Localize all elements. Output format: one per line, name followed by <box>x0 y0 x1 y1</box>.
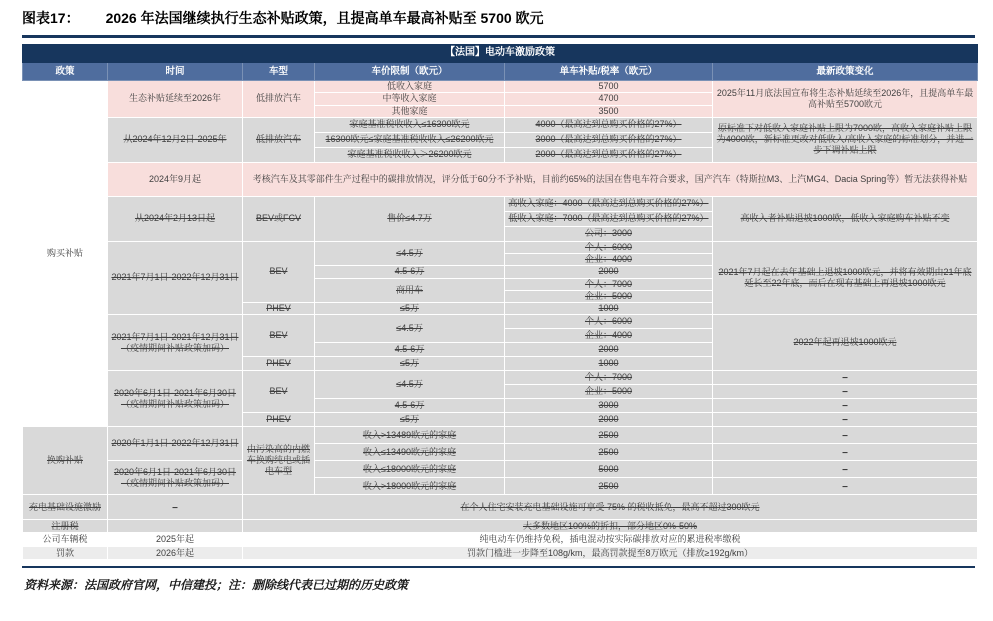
price-cell: ≤5万 <box>315 357 505 371</box>
policy-cell: 罚款 <box>23 547 108 560</box>
subsidy-cell: 2000 <box>505 413 713 427</box>
subsidy-cell: 个人：6000 <box>505 241 713 253</box>
dash-cell: – <box>713 427 978 444</box>
price-cell: 16300欧元≤家庭基准税收收入≤26200欧元 <box>315 132 505 147</box>
model-cell: PHEV <box>243 303 315 315</box>
model-cell: PHEV <box>243 357 315 371</box>
model-cell: BEV <box>243 315 315 357</box>
source-note: 资料来源：法国政府官网，中信建投；注：删除线代表已过期的历史政策 <box>24 578 409 593</box>
model-cell: BEV <box>243 241 315 302</box>
model-cell: BEV或FCV <box>243 196 315 241</box>
subsidy-cell: 2500 <box>505 427 713 444</box>
price-cell: 低收入家庭 <box>315 81 505 93</box>
subsidy-cell: 5000 <box>505 461 713 478</box>
policy-cell: 公司车辆税 <box>23 533 108 547</box>
price-cell: 商用车 <box>315 278 505 303</box>
change-cell: 原标准下对低收入家庭补贴上限为7000欧，高收入家庭补贴上限为4000欧，新标准更改对低收入/高收入家庭的标准划分，并进一步下调补贴上限 <box>713 117 978 162</box>
note-cell: 纯电动车仍维持免税，插电混动按实际碳排放对应的累进税率缴税 <box>243 533 978 547</box>
price-cell: 4.5-6万 <box>315 343 505 357</box>
time-cell: – <box>108 495 243 520</box>
price-cell: 收入>13489欧元的家庭 <box>315 427 505 444</box>
price-cell: 收入≤13490欧元的家庭 <box>315 444 505 461</box>
note-cell: 大多数地区100%的折扣，部分地区0%-50% <box>243 520 978 533</box>
model-cell: PHEV <box>243 413 315 427</box>
subsidy-cell: 2000（最高达到总购买价格的27%） <box>505 147 713 162</box>
time-cell: 2020年6月1日-2021年6月30日（疫情期间补贴政策加码） <box>108 461 243 495</box>
price-cell: ≤5万 <box>315 303 505 315</box>
price-cell: 4.5-6万 <box>315 266 505 278</box>
change-cell: 2025年11月底法国宣布将生态补贴延续至2026年，且提高单车最高补贴至5700欧元 <box>713 81 978 118</box>
subsidy-cell: 2000 <box>505 343 713 357</box>
subsidy-cell: 2500 <box>505 444 713 461</box>
price-cell: 家庭基准税收收入＞26200欧元 <box>315 147 505 162</box>
subsidy-cell: 5700 <box>505 81 713 93</box>
col-header-subsidy: 单车补贴/税率（欧元） <box>505 63 713 81</box>
col-header-time: 时间 <box>108 63 243 81</box>
dash-cell: – <box>713 385 978 399</box>
subsidy-cell: 个人：7000 <box>505 371 713 385</box>
subsidy-cell: 企业：5000 <box>505 290 713 302</box>
dash-cell: – <box>713 399 978 413</box>
subsidy-cell: 4700 <box>505 93 713 105</box>
table-banner: 【法国】电动车激励政策 <box>23 45 978 63</box>
col-header-policy: 政策 <box>23 63 108 81</box>
title-divider <box>22 35 975 38</box>
price-cell: ≤5万 <box>315 413 505 427</box>
time-cell: 2021年7月1日-2021年12月31日（疫情期间补贴政策加码） <box>108 315 243 371</box>
subsidy-cell: 1000 <box>505 303 713 315</box>
change-cell: 2022年起再退坡1000欧元 <box>713 315 978 371</box>
time-cell <box>108 520 243 533</box>
subsidy-cell: 2000 <box>505 266 713 278</box>
price-cell: ≤4.5万 <box>315 371 505 399</box>
dash-cell: – <box>713 444 978 461</box>
time-cell: 2026年起 <box>108 547 243 560</box>
change-cell: 高收入者补贴退坡1000欧，低收入家庭购车补贴不变 <box>713 196 978 241</box>
subsidy-cell: 企业：4000 <box>505 329 713 343</box>
price-cell: 收入>18000欧元的家庭 <box>315 478 505 495</box>
time-cell: 2020年1月1日-2022年12月31日 <box>108 427 243 461</box>
figure-title-row <box>22 8 975 28</box>
note-cell: 在个人住宅安装充电基础设施可享受 75% 的税收抵免，最高不超过300欧元 <box>243 495 978 520</box>
col-header-model: 车型 <box>243 63 315 81</box>
price-cell: ≤4.5万 <box>315 315 505 343</box>
model-cell: 低排放汽车 <box>243 117 315 162</box>
time-cell: 2025年起 <box>108 533 243 547</box>
subsidy-cell: 企业：5000 <box>505 385 713 399</box>
col-header-change: 最新政策变化 <box>713 63 978 81</box>
subsidy-cell: 3000（最高达到总购买价格的27%） <box>505 132 713 147</box>
policy-table <box>22 44 978 560</box>
policy-cell: 换购补贴 <box>23 427 108 495</box>
time-cell: 2020年6月1日-2021年6月30日（疫情期间补贴政策加码） <box>108 371 243 427</box>
dash-cell: – <box>713 461 978 478</box>
time-cell: 从2024年2月13日起 <box>108 196 243 241</box>
price-cell: 家庭基准税收收入≤16300欧元 <box>315 117 505 132</box>
subsidy-cell: 3000 <box>505 399 713 413</box>
subsidy-cell: 2500 <box>505 478 713 495</box>
figure-title: 2026 年法国继续执行生态补贴政策，且提高单车最高补贴至 5700 欧元 <box>105 10 544 26</box>
subsidy-cell: 公司：3000 <box>505 226 713 241</box>
policy-cell: 购买补贴 <box>23 81 108 427</box>
price-cell: 售价≤4.7万 <box>315 196 505 241</box>
price-cell: 其他家庭 <box>315 105 505 117</box>
subsidy-cell: 个人：7000 <box>505 278 713 290</box>
dash-cell: – <box>713 413 978 427</box>
subsidy-cell: 企业：4000 <box>505 254 713 266</box>
time-cell: 生态补贴延续至2026年 <box>108 81 243 118</box>
subsidy-cell: 低收入家庭：7000（最高达到总购买价格的27%） <box>505 211 713 226</box>
time-cell: 2021年7月1日-2022年12月31日 <box>108 241 243 315</box>
price-cell: ≤4.5万 <box>315 241 505 266</box>
subsidy-cell: 4000（最高达到总购买价格的27%） <box>505 117 713 132</box>
note-cell: 考核汽车及其零部件生产过程中的碳排放情况，评分低于60分不予补贴，目前约65%的法国在售电车符合要求，国产汽车（特斯拉M3、上汽MG4、Dacia Spring等）暂无法获得补贴 <box>243 162 978 196</box>
model-cell: BEV <box>243 371 315 413</box>
model-cell: 低排放汽车 <box>243 81 315 118</box>
subsidy-cell: 1000 <box>505 357 713 371</box>
change-cell: 2021年7月起在去年基础上退坡1000欧元，并将有效期由21年底延长至22年底，而后在现有基础上再退坡1000欧元 <box>713 241 978 315</box>
subsidy-cell: 高收入家庭：4000（最高达到总购买价格的27%） <box>505 196 713 211</box>
col-header-price-limit: 车价限制（欧元） <box>315 63 505 81</box>
price-cell: 中等收入家庭 <box>315 93 505 105</box>
time-cell: 2024年9月起 <box>108 162 243 196</box>
time-cell: 从2024年12月2日-2025年 <box>108 117 243 162</box>
policy-cell: 充电基础设施激励 <box>23 495 108 520</box>
dash-cell: – <box>713 371 978 385</box>
table-bottom-divider <box>22 566 975 568</box>
subsidy-cell: 个人：6000 <box>505 315 713 329</box>
price-cell: 4.5-6万 <box>315 399 505 413</box>
figure-label: 图表17： <box>22 10 80 26</box>
price-cell: 收入≤18000欧元的家庭 <box>315 461 505 478</box>
model-cell: 由污染高的内燃车换购纯电或插电车型 <box>243 427 315 495</box>
policy-cell: 注册税 <box>23 520 108 533</box>
dash-cell: – <box>713 478 978 495</box>
note-cell: 罚款门槛进一步降至108g/km，最高罚款提至8万欧元（排放≥192g/km） <box>243 547 978 560</box>
subsidy-cell: 3500 <box>505 105 713 117</box>
